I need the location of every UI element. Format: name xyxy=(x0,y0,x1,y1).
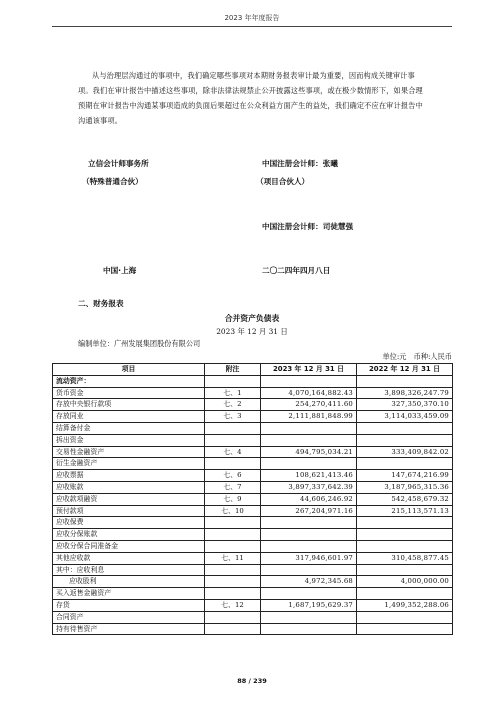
header-divider xyxy=(52,26,452,27)
row-value-2023 xyxy=(261,623,357,635)
table-row xyxy=(53,446,453,458)
table-row xyxy=(53,434,453,446)
row-value-2022 xyxy=(357,623,453,635)
row-value-2022: 542,458,679.32 xyxy=(357,493,453,505)
table-row xyxy=(53,529,453,541)
row-note: 七、1 xyxy=(205,387,261,399)
table-row xyxy=(53,588,453,600)
row-value-2022: 3,898,326,247.79 xyxy=(357,387,453,399)
row-item-label: 结算备付金 xyxy=(53,422,205,434)
row-item-label: 流动资产： xyxy=(53,375,205,387)
row-item-label: 合同资产 xyxy=(53,611,205,623)
column-header-note: 附注 xyxy=(205,364,261,376)
row-value-2022: 310,458,877.45 xyxy=(357,552,453,564)
row-value-2022 xyxy=(357,588,453,600)
row-value-2023: 4,070,164,882.43 xyxy=(261,387,357,399)
row-value-2022: 4,000,000.00 xyxy=(357,576,453,588)
row-note xyxy=(205,434,261,446)
row-note xyxy=(205,375,261,387)
row-note xyxy=(205,517,261,529)
row-item-label: 应收股利 xyxy=(53,576,205,588)
column-header-2022: 2022 年 12 月 31 日 xyxy=(357,364,453,376)
row-item-label: 应收分保账款 xyxy=(53,529,205,541)
row-value-2023: 108,621,413.46 xyxy=(261,470,357,482)
row-value-2022 xyxy=(357,434,453,446)
row-note: 七、4 xyxy=(205,446,261,458)
statement-date: 2023 年 12 月 31 日 xyxy=(216,327,288,336)
table-row xyxy=(53,375,453,387)
row-item-label: 应收款项融资 xyxy=(53,493,205,505)
row-note: 七、9 xyxy=(205,493,261,505)
row-item-label: 衍生金融资产 xyxy=(53,458,205,470)
signing-date: 二〇二四年四月八日 xyxy=(262,266,331,275)
row-value-2023 xyxy=(261,611,357,623)
cpa-signature-2: 中国注册会计师：司徒慧强 xyxy=(262,222,354,231)
table-row xyxy=(53,411,453,423)
row-item-label: 存货 xyxy=(53,599,205,611)
row-item-label: 其他应收款 xyxy=(53,552,205,564)
statement-entity: 编制单位：广州发展集团股份有限公司 xyxy=(78,339,201,348)
row-value-2022: 3,187,965,315.36 xyxy=(357,481,453,493)
row-item-label: 持有待售资产 xyxy=(53,623,205,635)
cpa-signature-1: 中国注册会计师：张曦 xyxy=(262,159,338,168)
statement-unit: 单位:元 币种:人民币 xyxy=(382,352,452,361)
balance-sheet-table xyxy=(52,363,453,635)
table-row xyxy=(53,576,453,588)
row-value-2023 xyxy=(261,434,357,446)
row-value-2022: 327,350,370.10 xyxy=(357,399,453,411)
row-value-2022: 215,113,571.13 xyxy=(357,505,453,517)
row-value-2023 xyxy=(261,564,357,576)
audit-paragraph: 从与治理层沟通过的事项中，我们确定哪些事项对本期财务报表审计最为重要，因而构成关键审计事项。我们在审计报告中描述这些事项，除非法律法规禁止公开披露这些事项，或在极少数情形下，如果合理预期在审计报告中沟通某事项造成的负面后果超过在公众利益方面产生的益处，我们确定不应在审计报告中沟通该事项。 xyxy=(78,71,423,125)
row-item-label: 买入返售金融资产 xyxy=(53,588,205,600)
row-value-2022 xyxy=(357,375,453,387)
row-item-label: 应收保费 xyxy=(53,517,205,529)
row-value-2023 xyxy=(261,588,357,600)
audit-firm-name: 立信会计师事务所 xyxy=(88,159,149,168)
row-note: 七、6 xyxy=(205,470,261,482)
row-note: 七、10 xyxy=(205,505,261,517)
row-item-label: 拆出资金 xyxy=(53,434,205,446)
table-row xyxy=(53,564,453,576)
row-value-2022 xyxy=(357,458,453,470)
row-value-2022 xyxy=(357,540,453,552)
row-item-label: 预付款项 xyxy=(53,505,205,517)
row-value-2023: 1,687,195,629.37 xyxy=(261,599,357,611)
table-row xyxy=(53,422,453,434)
row-note xyxy=(205,529,261,541)
table-row xyxy=(53,458,453,470)
row-item-label: 存放中央银行款项 xyxy=(53,399,205,411)
row-value-2023: 254,270,411.60 xyxy=(261,399,357,411)
row-item-label: 存放同业 xyxy=(53,411,205,423)
table-row xyxy=(53,399,453,411)
section-heading: 二、财务报表 xyxy=(78,299,124,308)
row-item-label: 货币资金 xyxy=(53,387,205,399)
row-value-2023: 317,946,601.97 xyxy=(261,552,357,564)
row-note: 七、7 xyxy=(205,481,261,493)
row-note: 七、3 xyxy=(205,411,261,423)
table-row xyxy=(53,493,453,505)
row-value-2022: 3,114,033,459.09 xyxy=(357,411,453,423)
row-item-label: 应收分保合同准备金 xyxy=(53,540,205,552)
row-value-2023: 4,972,345.68 xyxy=(261,576,357,588)
row-note xyxy=(205,576,261,588)
row-value-2022 xyxy=(357,517,453,529)
table-row xyxy=(53,517,453,529)
audit-firm-type: （特殊普通合伙） xyxy=(82,177,143,186)
row-note xyxy=(205,623,261,635)
statement-title: 合并资产负债表 xyxy=(224,314,280,323)
row-value-2023 xyxy=(261,422,357,434)
row-note: 七、12 xyxy=(205,599,261,611)
row-value-2022 xyxy=(357,611,453,623)
row-note: 七、11 xyxy=(205,552,261,564)
column-header-2023: 2023 年 12 月 31 日 xyxy=(261,364,357,376)
table-row xyxy=(53,481,453,493)
table-row xyxy=(53,623,453,635)
row-note xyxy=(205,564,261,576)
column-header-item: 项目 xyxy=(53,364,205,376)
table-row xyxy=(53,552,453,564)
table-row xyxy=(53,505,453,517)
row-note: 七、2 xyxy=(205,399,261,411)
row-note xyxy=(205,611,261,623)
row-value-2023 xyxy=(261,529,357,541)
row-item-label: 其中：应收利息 xyxy=(53,564,205,576)
row-value-2023 xyxy=(261,375,357,387)
row-value-2022: 1,499,352,288.06 xyxy=(357,599,453,611)
row-item-label: 交易性金融资产 xyxy=(53,446,205,458)
table-row xyxy=(53,470,453,482)
row-value-2023: 494,795,034.21 xyxy=(261,446,357,458)
row-note xyxy=(205,588,261,600)
row-item-label: 应收账款 xyxy=(53,481,205,493)
row-value-2023 xyxy=(261,540,357,552)
row-value-2022: 333,409,842.02 xyxy=(357,446,453,458)
table-row xyxy=(53,540,453,552)
row-value-2023: 267,204,971.16 xyxy=(261,505,357,517)
page-number: 88 / 239 xyxy=(237,677,267,685)
table-row xyxy=(53,611,453,623)
row-note xyxy=(205,540,261,552)
row-value-2023: 2,111,881,848.99 xyxy=(261,411,357,423)
row-value-2023: 44,606,246.92 xyxy=(261,493,357,505)
table-header-row xyxy=(53,364,453,376)
table-row xyxy=(53,387,453,399)
signing-place: 中国·上海 xyxy=(103,266,137,275)
row-value-2023 xyxy=(261,517,357,529)
row-value-2022 xyxy=(357,564,453,576)
row-value-2022 xyxy=(357,422,453,434)
cpa-role-1: （项目合伙人） xyxy=(256,177,310,186)
page-header: 2023 年年度报告 xyxy=(224,14,280,22)
row-note xyxy=(205,422,261,434)
row-value-2023: 3,897,337,642.39 xyxy=(261,481,357,493)
table-row xyxy=(53,599,453,611)
row-item-label: 应收票据 xyxy=(53,470,205,482)
row-value-2023 xyxy=(261,458,357,470)
row-note xyxy=(205,458,261,470)
row-value-2022 xyxy=(357,529,453,541)
row-value-2022: 147,674,216.99 xyxy=(357,470,453,482)
